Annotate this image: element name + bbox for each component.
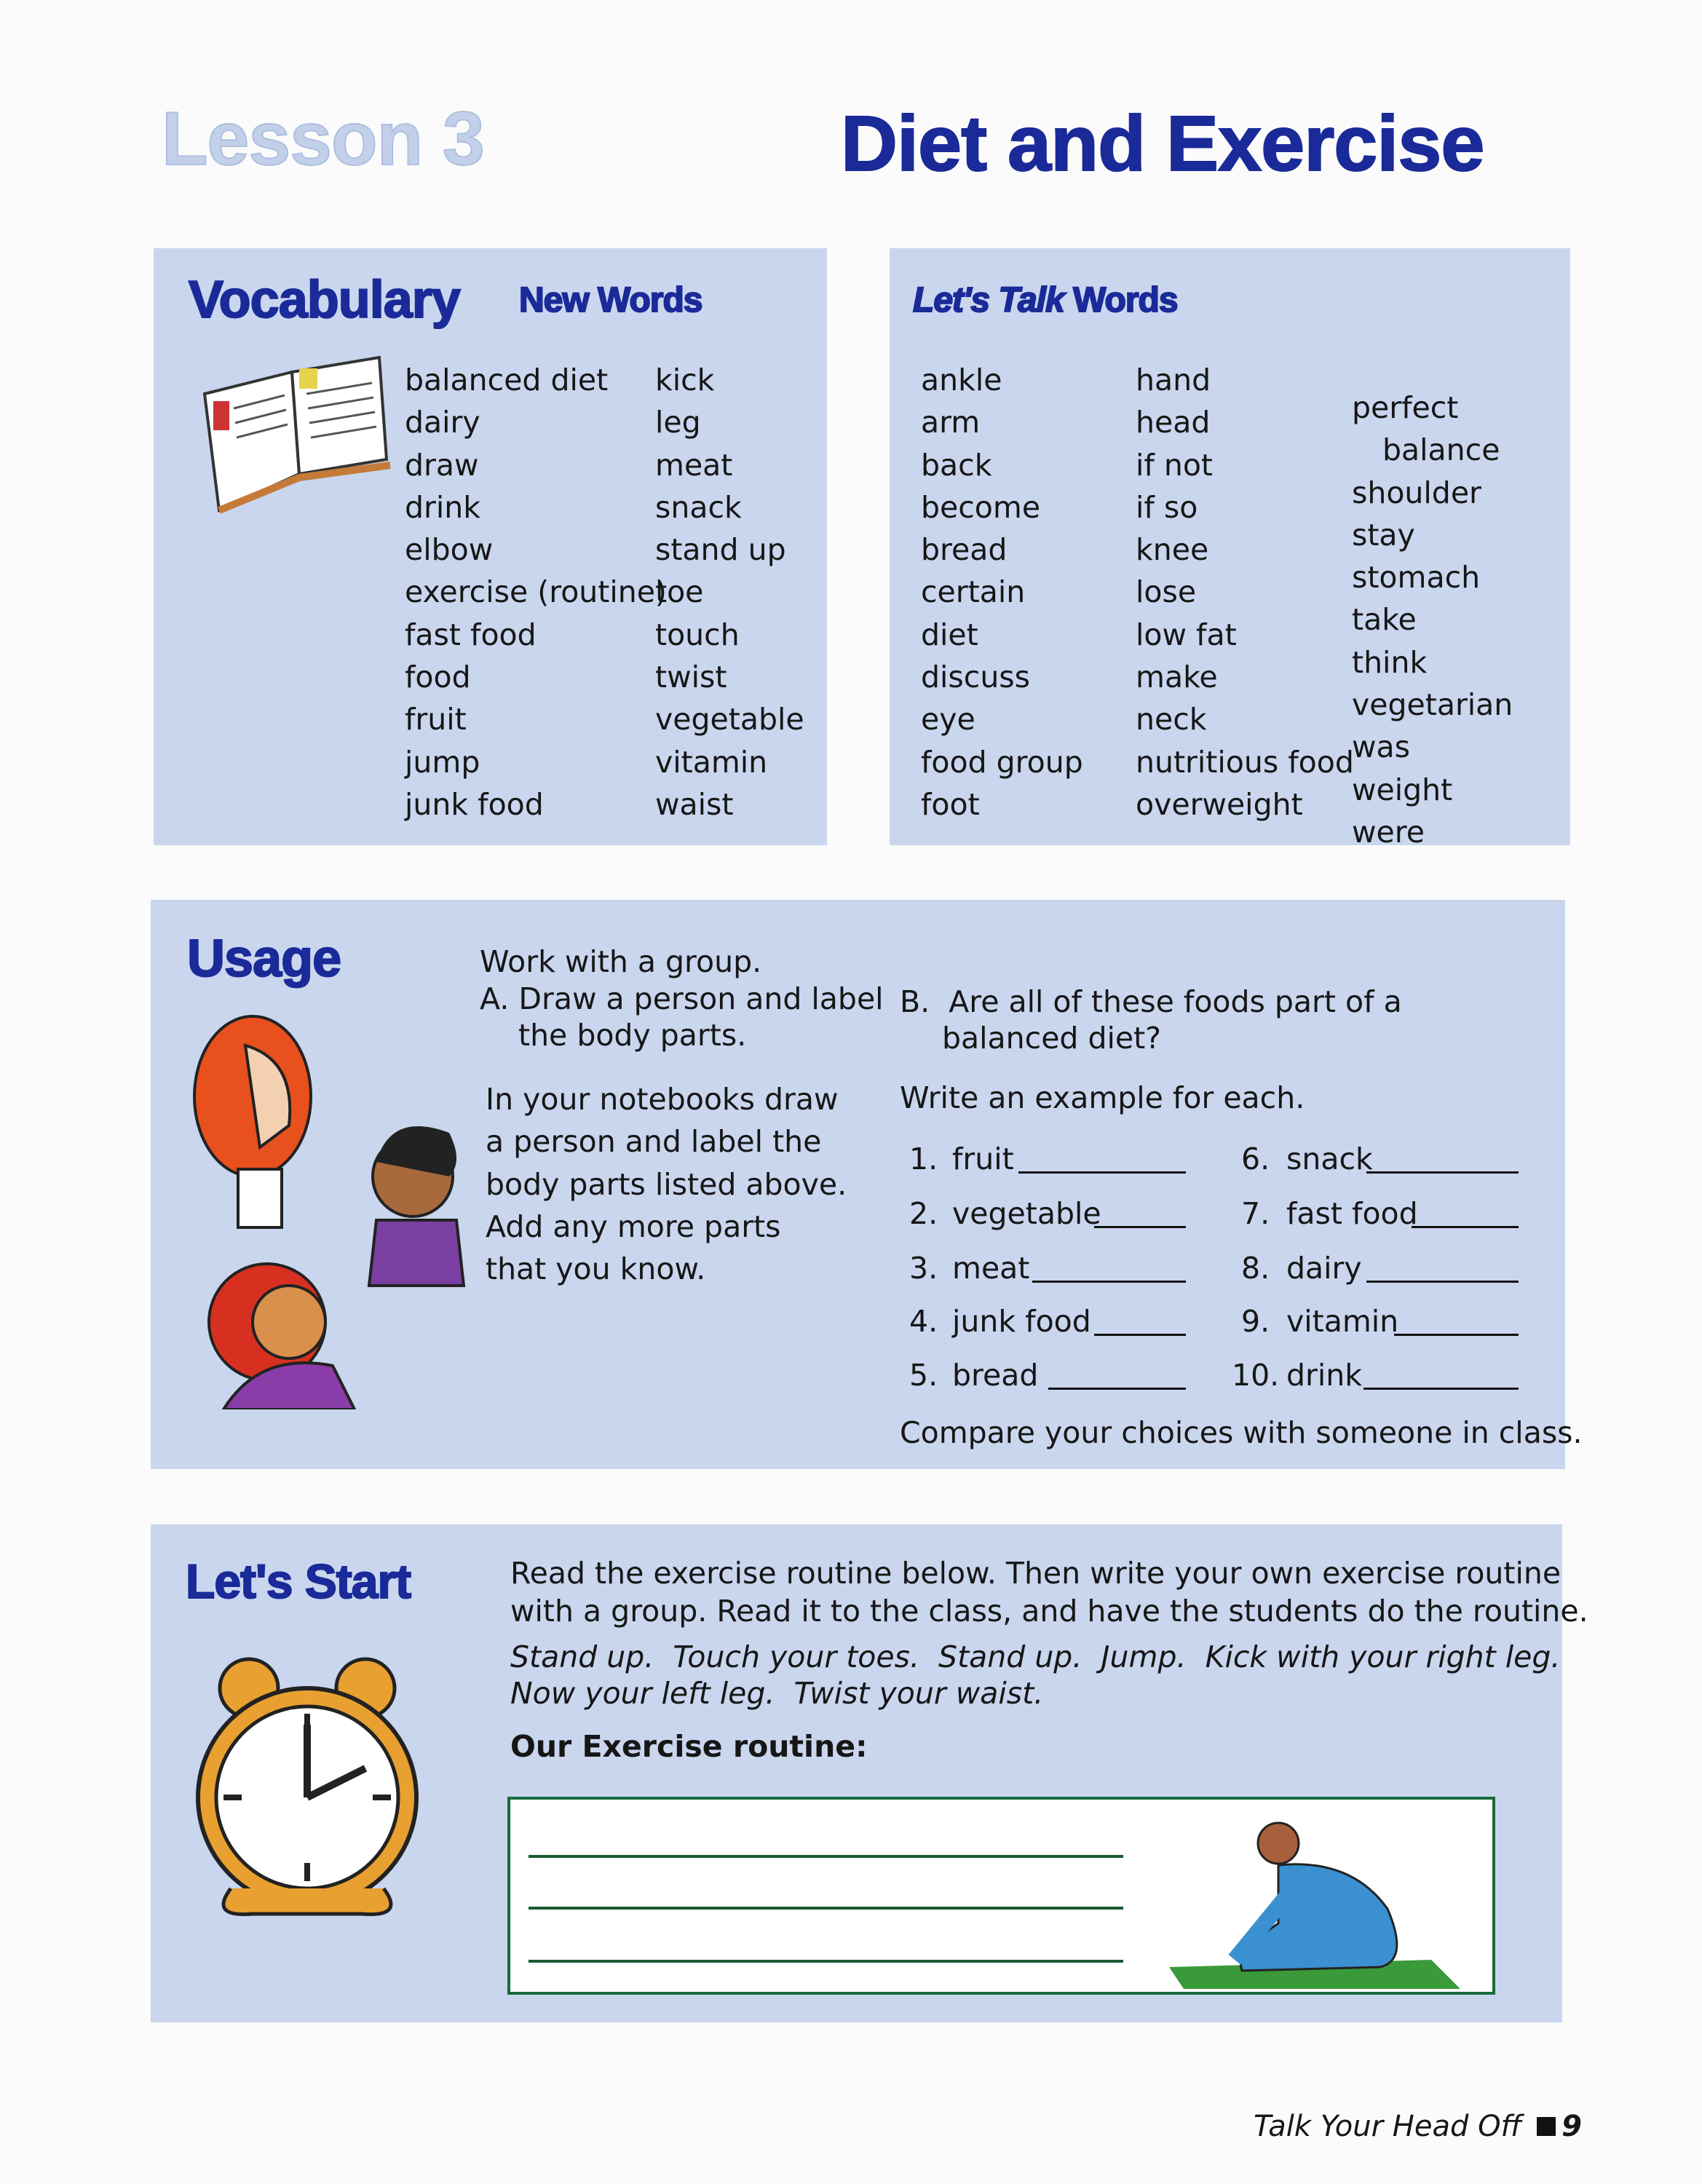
talk-word: if not — [1136, 447, 1214, 483]
answer-blank[interactable] — [1018, 1171, 1186, 1174]
item-number: 2. — [909, 1196, 938, 1231]
instruction-line: Add any more parts — [486, 1208, 781, 1244]
vocab-column-2 — [655, 359, 804, 826]
talk-word: balance — [1382, 432, 1500, 468]
usage-task-a-cont: the body parts. — [518, 1018, 747, 1053]
compare-instruction: Compare your choices with someone in class. — [900, 1415, 1583, 1450]
lets-start-panel — [151, 1524, 1588, 2022]
talk-word: was — [1352, 729, 1411, 765]
item-number: 6. — [1241, 1142, 1270, 1176]
talk-column-1 — [921, 359, 1083, 826]
routine-label: Our Exercise routine: — [510, 1729, 868, 1764]
vocab-word: balanced diet — [405, 363, 609, 397]
usage-panel — [151, 900, 1583, 1469]
item-number: 3. — [909, 1251, 938, 1286]
answer-blank[interactable] — [1094, 1226, 1186, 1228]
talk-word: low fat — [1136, 617, 1237, 652]
talk-word: stomach — [1352, 560, 1481, 596]
page-number: 9 — [1562, 2110, 1582, 2143]
vocab-word: junk food — [405, 786, 544, 822]
talk-word: head — [1136, 405, 1211, 440]
lets-talk-panel — [890, 248, 1570, 850]
usage-heading: Usage — [187, 930, 341, 988]
vocab-word: dairy — [405, 405, 480, 440]
lesson-number: Lesson 3 — [162, 97, 484, 181]
talk-word: vegetarian — [1352, 687, 1513, 723]
vocab-word: twist — [655, 660, 727, 695]
talk-column-3 — [1352, 359, 1513, 881]
talk-word: diet — [921, 617, 978, 652]
food-category: fast food — [1286, 1196, 1418, 1231]
vocab-word: food — [405, 660, 471, 695]
writing-line[interactable] — [529, 1855, 1123, 1858]
vocab-word: touch — [655, 617, 740, 652]
book-icon — [190, 350, 401, 525]
talk-word: perfect — [1352, 390, 1459, 425]
talk-word: make — [1136, 660, 1218, 695]
vocab-word: toe — [655, 574, 704, 610]
vocabulary-panel — [154, 248, 827, 845]
talk-word: were — [1352, 814, 1425, 850]
food-category: meat — [952, 1251, 1030, 1286]
vocab-word: stand up — [655, 532, 786, 568]
talk-word: become — [921, 489, 1041, 525]
talk-word: stay — [1352, 517, 1415, 553]
writing-line[interactable] — [529, 1907, 1123, 1910]
instruction-line: In your notebooks draw — [486, 1082, 839, 1117]
write-example-instruction: Write an example for each. — [900, 1080, 1305, 1115]
example-routine-1: Stand up. Touch your toes. Stand up. Jump. Kick with your right leg. — [510, 1639, 1561, 1674]
vocab-word: elbow — [405, 532, 494, 568]
vocabulary-heading: Vocabulary — [189, 271, 460, 329]
stretching-person-illustration — [1169, 1814, 1460, 1989]
answer-blank[interactable] — [1366, 1171, 1519, 1174]
talk-word: hand — [1136, 363, 1211, 397]
vocab-column-1 — [405, 359, 667, 826]
vocab-word: draw — [405, 447, 479, 483]
talk-word: eye — [921, 702, 975, 737]
square-bullet-icon — [1537, 2117, 1556, 2136]
talk-word: if so — [1136, 489, 1198, 525]
talk-word: think — [1352, 644, 1428, 680]
lets-start-instructions-2: with a group. Read it to the class, and have the students do the routine. — [510, 1594, 1588, 1629]
vocab-word: waist — [655, 786, 734, 822]
usage-task-b: B. Are all of these foods part of a — [900, 984, 1402, 1019]
food-category: junk food — [952, 1304, 1091, 1339]
answer-blank[interactable] — [1366, 1281, 1519, 1283]
writing-line[interactable] — [529, 1960, 1123, 1963]
talk-word: foot — [921, 786, 980, 822]
item-number: 1. — [909, 1142, 938, 1176]
talk-word: food group — [921, 744, 1083, 780]
talk-word: take — [1352, 602, 1417, 638]
talk-word: shoulder — [1352, 475, 1481, 510]
instruction-line: a person and label the — [486, 1124, 822, 1160]
talk-word: bread — [921, 532, 1008, 568]
answer-blank[interactable] — [1094, 1334, 1186, 1336]
lets-talk-heading: Let's Talk Words — [913, 281, 1178, 320]
answer-blank[interactable] — [1032, 1281, 1186, 1283]
answer-blank[interactable] — [1412, 1226, 1519, 1228]
item-number: 7. — [1241, 1196, 1270, 1231]
talk-word: certain — [921, 574, 1026, 610]
vocab-word: kick — [655, 363, 715, 397]
talk-word: weight — [1352, 772, 1453, 807]
usage-task-a: A. Draw a person and label — [480, 981, 884, 1016]
talk-word: ankle — [921, 363, 1002, 397]
vocab-word: leg — [655, 405, 701, 440]
food-category: bread — [952, 1358, 1039, 1393]
vocab-word: snack — [655, 489, 742, 525]
talk-column-2 — [1136, 359, 1354, 826]
food-category: snack — [1286, 1142, 1373, 1176]
answer-blank[interactable] — [1363, 1388, 1519, 1390]
answer-blank[interactable] — [1394, 1334, 1519, 1336]
vocab-word: exercise (routine) — [405, 574, 667, 610]
routine-writing-box[interactable] — [507, 1797, 1495, 1995]
vocab-word: vegetable — [655, 702, 804, 737]
food-category: fruit — [952, 1142, 1014, 1176]
lets-start-heading: Let's Start — [186, 1554, 411, 1608]
item-number: 4. — [909, 1304, 938, 1339]
food-category: vitamin — [1286, 1304, 1399, 1339]
answer-blank[interactable] — [1048, 1388, 1186, 1390]
talk-word: arm — [921, 405, 981, 440]
usage-intro: Work with a group. — [480, 944, 762, 979]
talk-word: nutritious food — [1136, 744, 1354, 780]
lets-start-instructions-1: Read the exercise routine below. Then write your own exercise routine — [510, 1556, 1562, 1591]
talk-word: neck — [1136, 702, 1207, 737]
alarm-clock-icon — [187, 1648, 427, 1925]
instruction-line: body parts listed above. — [486, 1166, 847, 1202]
new-words-heading: New Words — [519, 281, 702, 320]
item-number: 10. — [1232, 1358, 1280, 1393]
item-number: 9. — [1241, 1304, 1270, 1339]
vocab-word: fast food — [405, 617, 537, 652]
food-category: drink — [1286, 1358, 1363, 1393]
page-footer — [1254, 2110, 1582, 2143]
book-title: Talk Your Head Off — [1254, 2110, 1522, 2143]
food-category: dairy — [1286, 1251, 1362, 1286]
item-number: 8. — [1241, 1251, 1270, 1286]
talk-word: back — [921, 447, 992, 483]
vocab-word: jump — [405, 744, 480, 780]
vocab-word: vitamin — [655, 744, 768, 780]
example-routine-2: Now your left leg. Twist your waist. — [510, 1676, 1044, 1711]
vocab-word: meat — [655, 447, 733, 483]
usage-instructions — [486, 1078, 847, 1290]
vocab-word: fruit — [405, 702, 467, 737]
page-title: Diet and Exercise — [841, 99, 1484, 187]
usage-task-b-cont: balanced diet? — [942, 1021, 1161, 1056]
item-number: 5. — [909, 1358, 938, 1393]
talk-word: knee — [1136, 532, 1209, 568]
vocab-word: drink — [405, 489, 481, 525]
talk-word: discuss — [921, 660, 1031, 695]
food-category: vegetable — [952, 1196, 1101, 1231]
talk-word: lose — [1136, 574, 1197, 610]
talk-word: overweight — [1136, 786, 1303, 822]
instruction-line: that you know. — [486, 1251, 706, 1287]
